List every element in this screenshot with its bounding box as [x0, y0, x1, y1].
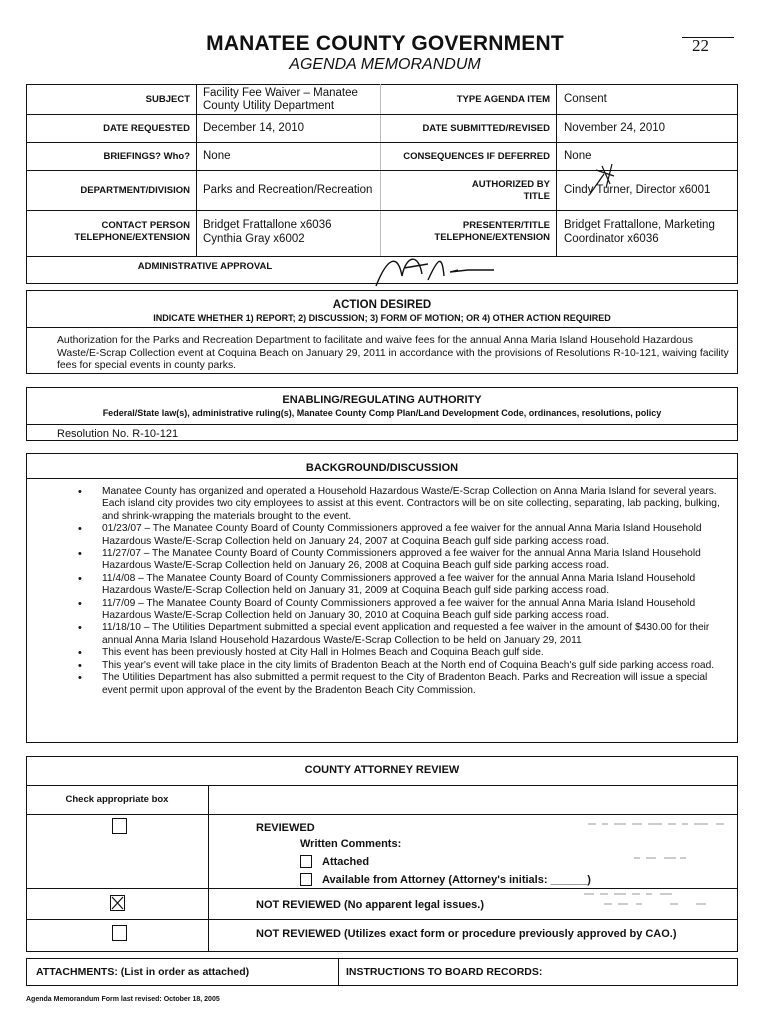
- not-reviewed-no-issues-checkbox[interactable]: [110, 895, 125, 911]
- not-reviewed-no-issues-label: NOT REVIEWED (No apparent legal issues.): [256, 899, 484, 911]
- date-requested-value: December 14, 2010: [203, 122, 305, 134]
- action-text: Authorization for the Parks and Recreation Department to facilitate and waive fees for the annual Anna Maria Island Household Hazardous Waste/E-Scrap Collection event at Coquina Beach on January 29, 2011 in accordance with the provisions of Resolutions R-10-121, waiving facility fees for special events in county parks.: [57, 335, 729, 372]
- action-instruction: INDICATE WHETHER 1) REPORT; 2) DISCUSSION; 3) FORM OF MOTION; OR 4) OTHER ACTION REQUIRED: [153, 313, 611, 323]
- info-row-line: [26, 210, 738, 211]
- date-requested-label: DATE REQUESTED: [103, 123, 190, 134]
- type-agenda-label: TYPE AGENDA ITEM: [456, 94, 550, 105]
- page-subtitle: AGENDA MEMORANDUM: [289, 56, 481, 73]
- briefings-label: BRIEFINGS? Who?: [103, 151, 190, 162]
- attorney-row-line: [26, 814, 738, 815]
- presenter-label: PRESENTER/TITLE: [462, 220, 550, 231]
- attorney-row-line: [26, 919, 738, 920]
- check-x-icon: [111, 896, 124, 910]
- list-item: • This year's event will take place in the city limits of Bradenton Beach at the North end of Coquina Beach's gulf side parking access road.: [78, 660, 726, 672]
- list-item: • 01/23/07 – The Manatee County Board of County Commissioners approved a fee waiver for the annual Anna Maria Island Household Hazardous Waste/E-Scrap Collection held on January 24, 2007 at Coquina Beach gulf side parking access road.: [78, 523, 726, 548]
- consequences-value: None: [564, 150, 592, 162]
- action-heading: ACTION DESIRED: [332, 299, 432, 311]
- info-row-line: [26, 114, 738, 115]
- authority-text: Resolution No. R-10-121: [57, 428, 179, 440]
- admin-signature: [368, 246, 508, 294]
- presenter-value-line1: Bridget Frattallone, Marketing: [564, 219, 715, 231]
- attorney-row-line: [26, 785, 738, 786]
- department-label: DEPARTMENT/DIVISION: [80, 185, 190, 196]
- admin-approval-label: ADMINISTRATIVE APPROVAL: [137, 261, 273, 272]
- form-revision-note: Agenda Memorandum Form last revised: October 18, 2005: [26, 996, 220, 1003]
- attachments-label: ATTACHMENTS: (List in order as attached): [36, 966, 250, 978]
- authorized-value: Cindy Turner, Director x6001: [564, 184, 711, 196]
- attached-checkbox[interactable]: [300, 855, 312, 868]
- not-reviewed-approved-form-checkbox[interactable]: [112, 925, 127, 941]
- available-from-attorney-checkbox[interactable]: [300, 873, 312, 886]
- reviewed-label: REVIEWED: [256, 822, 315, 834]
- type-agenda-value: Consent: [564, 93, 607, 105]
- briefings-value: None: [203, 150, 231, 162]
- list-item: • 11/7/09 – The Manatee County Board of County Commissioners approved a fee waiver for the annual Anna Maria Island Household Hazardous Waste/E-Scrap Collection held on January 30, 2010 at Coquina Beach gulf side parking access road.: [78, 598, 726, 623]
- faint-stamp-mark: [584, 818, 734, 914]
- background-divider: [26, 478, 738, 479]
- list-item: • 11/27/07 – The Manatee County Board of County Commissioners approved a fee waiver for the annual Anna Maria Island Household Hazardous Waste/E-Scrap Collection held on January 26, 2008 at Coquina Beach gulf side parking access road.: [78, 548, 726, 573]
- list-item: • The Utilities Department has also submitted a permit request to the City of Bradenton Beach. Parks and Recreation will issue a special event permit upon approval of the event by the Bradenton Beach City Commission.: [78, 672, 726, 697]
- info-row-line: [26, 142, 738, 143]
- list-item: • 11/4/08 – The Manatee County Board of County Commissioners approved a fee waiver for the annual Anna Maria Island Household Hazardous Waste/E-Scrap Collection held on January 31, 2009 at Coquina Beach gulf side parking access road.: [78, 573, 726, 598]
- contact-person-label: CONTACT PERSON: [101, 220, 190, 231]
- not-reviewed-approved-form-label: NOT REVIEWED (Utilizes exact form or procedure previously approved by CAO.): [256, 928, 677, 940]
- presenter-value-line2: Coordinator x6036: [564, 233, 659, 245]
- page-number: 22: [692, 36, 709, 55]
- background-list: [78, 486, 726, 697]
- attached-label: Attached: [322, 856, 370, 868]
- subject-label: SUBJECT: [145, 94, 190, 105]
- available-from-attorney-label: Available from Attorney (Attorney's initials: ______): [322, 874, 591, 886]
- subject-value-line2: County Utility Department: [203, 100, 335, 112]
- authority-instruction: Federal/State law(s), administrative ruling(s), Manatee County Comp Plan/Land Development Code, ordinances, resolutions, policy: [102, 408, 662, 418]
- list-item: • Manatee County has organized and operated a Household Hazardous Waste/E-Scrap Collection on Anna Maria Island for several years. Each island city provides two city employees to assist at this event. Contractors will be on site collecting, separating, lab packing, bulking, and shrink-wrapping the materials brought to the event.: [78, 486, 726, 523]
- list-item: • This event has been previously hosted at City Hall in Holmes Beach and Coquina Beach gulf side.: [78, 647, 726, 659]
- background-heading: BACKGROUND/DISCUSSION: [305, 462, 459, 474]
- subject-value-line1: Facility Fee Waiver – Manatee: [203, 87, 358, 99]
- contact-value-line1: Bridget Frattallone x6036: [203, 219, 332, 231]
- check-appropriate-label: Check appropriate box: [65, 794, 169, 805]
- authorized-title-label: TITLE: [523, 191, 550, 202]
- authorized-label: AUTHORIZED BY: [471, 179, 550, 190]
- authority-heading: ENABLING/REGULATING AUTHORITY: [282, 394, 482, 406]
- reviewed-checkbox[interactable]: [112, 818, 127, 834]
- presenter-telephone-label: TELEPHONE/EXTENSION: [434, 232, 550, 243]
- attachments-divider: [338, 958, 339, 986]
- date-submitted-label: DATE SUBMITTED/REVISED: [422, 123, 550, 134]
- consequences-label: CONSEQUENCES IF DEFERRED: [403, 151, 550, 162]
- action-divider: [26, 327, 738, 328]
- date-submitted-value: November 24, 2010: [564, 122, 666, 134]
- department-value: Parks and Recreation/Recreation: [203, 184, 373, 196]
- attorney-heading: COUNTY ATTORNEY REVIEW: [304, 764, 460, 776]
- authority-divider: [26, 424, 738, 425]
- list-item: • 11/18/10 – The Utilities Department submitted a special event application and requested a fee waiver in the amount of $430.00 for their annual Anna Maria Island Household Hazardous Waste/E-Scrap Collection to be held on January 29, 2011: [78, 622, 726, 647]
- instructions-label: INSTRUCTIONS TO BOARD RECORDS:: [346, 966, 543, 978]
- contact-telephone-label: TELEPHONE/EXTENSION: [74, 232, 190, 243]
- page-title: MANATEE COUNTY GOVERNMENT: [206, 32, 564, 55]
- authorizer-initials-mark: [584, 162, 634, 196]
- contact-value-line2: Cynthia Gray x6002: [203, 233, 305, 245]
- written-comments-label: Written Comments:: [300, 838, 402, 850]
- attorney-column-divider: [208, 785, 209, 952]
